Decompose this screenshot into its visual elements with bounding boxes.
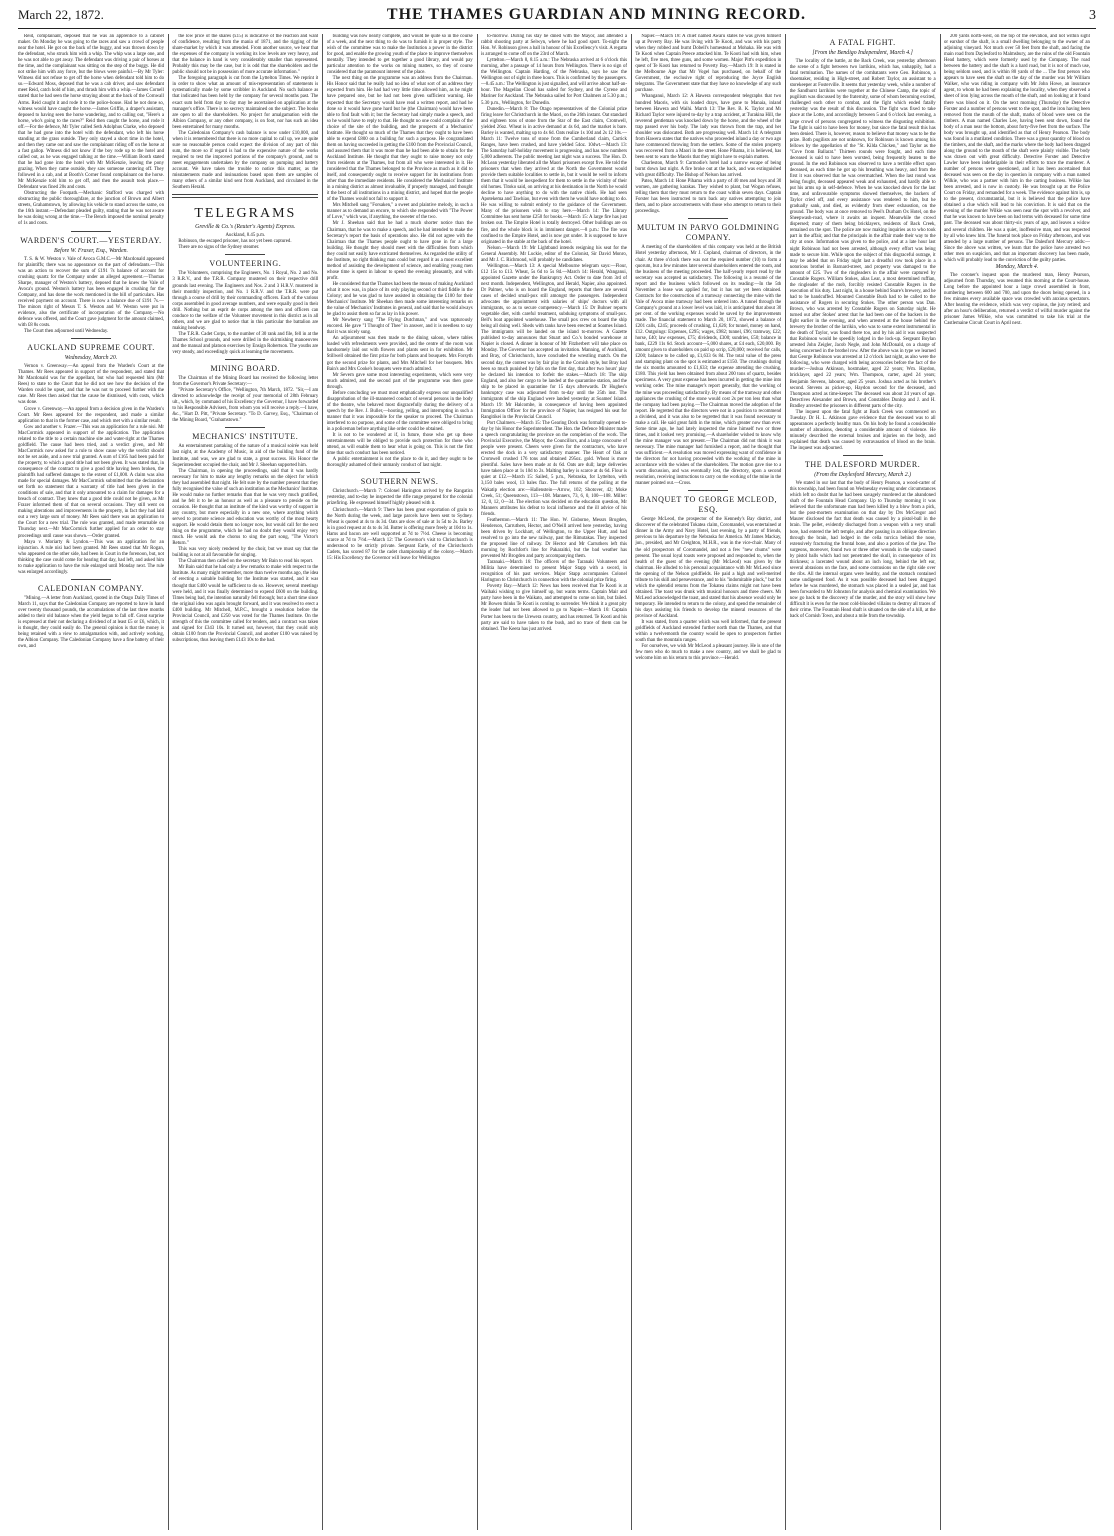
southern-news-featherston: Featherston.—March 11: The Hon. W. Gisborne, Messrs Brogden, Henderson, Carruthers, Hector, and O'Neill arrived here yesterday, having been driven by Lockhart, of Wellington, to the Upper Hutt, and had resolved to go into the new railway, past the Rimutakas. They inspected the proposed line of railway. Dr Hector and Mr Carruthers left this morning by Rochfort's line for Pakaraitki, but the bad weather has prevented Mr Brogden and party accompanying them. — [480, 517, 627, 560]
divider — [71, 579, 111, 580]
page-number: 3 — [1088, 8, 1096, 23]
southern-news-whanganui: Whanganui, March 12: A Hawera correspondent telegraphs that two hundred Maoris, with six loaded drays, have gone to Manaia, inland between Hawera and Waihi. March 13: The Rev. B. K. Taylor and Mr Richard Taylor were injured to-day by a trap accident, at Turakina Hill, the reverend gentleman was knocked down by the horse, and the wheel of the trap passed over his body. The lady was thrown from the trap, and her shoulder was dislocated. Both are progressing well. March 14: A telegram from Hawera states that the natives who proceeded inland a day or two ago have commenced throwing from the settlers. Some of the stolen property was recovered from a Maori in the street. Hone Pihama, it is believed, has been sent to warn the Maoris that they might have to explain matters. — [635, 94, 782, 160]
caledonian-article-start: "Mining.—A letter from Auckland, quoted in the Otago Daily Times of March 11, says that the Caledonian Company are reported to have in hand over twenty thousand pounds, the accumulations of the last three months added to their old balance when the yield began to fall off. Great surprise is expressed at their not declaring a dividend of at least £5 or £6, which, it is thought, they could easily do. The general opinion is that the money is being retained with a view to amalgamation with, and actively working, the Albion Company. The Caledonian Company have a fine battery of their own, and — [18, 595, 164, 650]
column-rule — [940, 34, 941, 1530]
southern-news-charleston: Charleston, March 9: Carmodie's hotel had a narrow escape of being burnt down last night. A fire broke out at the back, and was extinguished with great difficulty. The Bishop of Nelson has arrived. — [635, 160, 782, 179]
wardens-court-weston-case: T. S. & W. Weston v. Vale of Avoca G.M.C.—Mr Macdonald appeared for plaintiffs; there was no appearance on the part of defendants.—This was an action to recover the sum of £191 7s balance of account for crushing quartz for the Company under an alleged agreement.—Thomas Sharpe, manager of Weston's battery, deposed that he knew the Vale of Avoca's ground. Weston's battery has been engaged in crushing for the Company, and has done the work mentioned in the bill of particulars. Has received payment on account. There is now a balance due of £191 7s.—The minors right of Messrs T. S. Weston and W. Weston were put in evidence, also the certificate of incorporation of the Company.—No defence was offered, and the Court gave judgment for the amount claimed, with £8 8s costs. — [18, 256, 164, 329]
southern-news-napier: Napier.—March 18: A chief named Awaru states he was given himself up at Poverty Bay. He was living with Te Kooti, and was with his party when they robbed and burnt Dobell's homestead at Mohaka. He was with Te Kooti when Captain Preece attacked him. Te Kooti had with him, when he left, five men, three guns, and some women. Major Pitt's expedition in quest of Te Kooti has returned to Poverty Bay.—March 19: It is stated in the Melbourne Age that Mr Vogel has purchased, on behalf of the Government, the exclusive right of reproducing the Joyce English telegrams. The Government state that they have no knowledge of any such purchase. — [635, 34, 782, 94]
caledonian-article-quote-end: the low price of the shares (£15) is indicative of the reaction and want of confidence, resulting from the mania of 1871, and the rigging of the share-market by which it was attended. From another source, we hear that the expenses of the company in working its low levels are very heavy, and that the balance in hand is very considerably smaller than represented. Probably this may be the case, but it is odd that the shareholders and the public should not be in possession of more accurate information." — [172, 34, 319, 76]
heading-telegrams: TELEGRAMS — [194, 206, 297, 222]
divider — [225, 359, 265, 360]
mining-board-letter: "Private Secretary's Office, "Wellington, 7th March, 1872. "Sir,—I am directed to acknowledge the receipt of your memorial of 28th February ult., which, by command of his Excellency the Governor, I have forwarded to his Responsible Advisers, from whom you will receive a reply.—I have, &c., "Hart D. Pitt, "Private Secretary. "To D. Garvey, Esq., "Chairman of the Mining Board, "Grahamstown." — [172, 388, 319, 424]
southern-news-dunedin: Dunedin.—March 8: The Otago representatives of the Colonial prize firing leave for Christchurch in the Maori, on the 26th instant. Oat standard and eighteen tons of stone from the Star of the East claim, Cromwell, yielded 26oz. Wheat is in active demand at 4s 6d, and the market is bare. Barley is wanted, malting up to 4s 6d. Oats realize 1s 10d and 2s 12 10s.—March 11: Twelve tons of stone from the Cumberland claim, Carrick Ranges, have been crushed, and have yielded 54oz. 10dwt.—March 13: The Saturday half-holiday movement is progressing, and has now numbers 5,000 adherents. The public meeting last night was a success. The Hon. D. McLean yesterday liberated all the Maori prisoners except five. He told the prisoners that when they arrived at the North the Government would provide them suitable localities to settle in, but it would be well to inform them that it would be inexpedient for them to settle in the vicinity of their old homes. Titoko said, on arriving at his destination in the North he would decline to have anything to do with the native chiefs. He had seen Apotekema and Tawhiao, but even with them he would have nothing to do. He was willing to submit entirely to the guidance of the Government. Many of the prisoners wish to stay here.—March 14: The Library Committee has sent home £250 for books.—March 15: A large fire has just broken out. The Empire Hotel is totally destroyed. Other buildings are on fire, and the whole block is in imminent danger.—8 p.m.: The fire was confined to the Empire Hotel, and is now got under. It is supposed to have originated in the stable at the back of the hotel. — [480, 106, 627, 245]
supreme-court-vernon: Vernon v. Greenway.—An appeal from the Warden's Court at the Thames. Mr Rees appeared in support of the respondent, and stated that Mr Macdonald was for the appellant, but who had requested him (Mr Rees) to state to the Court that he did not see how the decision of the Warden could be upset, and that he was not to proceed further with the case. Mr Rees then asked that the cause be dismissed, with costs, which was done. — [18, 364, 164, 406]
supreme-court-gow: Gow and another v. Frazer.—This was an application for a rule nisi. Mr MacCormick appeared in support of the application. The application related to the title to a certain machine site and water-right at the Thames goldfield. The cause had been tried, and a verdict given, and Mr MacCormick now asked for a rule to show cause why the verdict should not be set aside, and a new trial granted. A sum of £165 had been paid for the property, to which a good title had not been given. It was stated that, in consequence of the contract to give a good title having been broken, the plaintiffs had suffered damages to the extent of £1,000. A claim was also made for special damages. Mr MacCormick submitted that the declaration set forth no statement that a warranty of title had been given in the conditions of sale, and that it only amounted to a claim for damages for a breach of contract. They knew that a good title could not be given, as Mr Frazer informed them of that on several occasions. They still went on making alterations and improvements in the property, in fact they had laid out a very large sum of money. Mr Rees said there was an application to the Court for a new trial. The rule was granted, and made returnable on Thursday next.—Mr MacCormick further applied for an order to stay proceedings until cause was shown.—Order granted. — [18, 424, 164, 539]
dalesford-murder-report: We stated in our last that the body of Henry Pearson, a wood-carter of this township, had been found on Wednesday evening under circumstances which left no doubt that he had been savagely murdered at the abandoned shaft of the Fountain Head Company. Up to Thursday morning it was believed that the unfortunate man had been killed by a blow from a pick, but the post-mortem examination on that day by Drs McGregor and Maurer disclosed the fact that death was caused by a pistol-ball in the brain. The pellet, evidently discharged from a weapon with a very small bore, had entered the left temple, and after passing in an oblique direction through the brain, had lodged in the cella turcica behind the nose, extensively fracturing the frontal bone, and also a portion of the jaw. The surgeons, moreover, found two or three other wounds in the scalp caused by pistol balls which had not penetrated the skull, in consequence of its thickness; a lacerated wound about an inch long, behind the left ear, several abrasions on the face, and some contusions on the right side over the ribs. All the internal organs were healthy, and the stomach contained some undigested food. As it was possible deceased had been drugged before he was murdered, the stomach was placed in a sealed jar, and has been forwarded to Mr Johnston for analysis and chemical examination. We now go back to the discovery of the murder, and the story will show how difficult it is even for the most cold-blooded villains to destroy all traces of their crime. The Fountain Head shaft is situated on the side of a hill, at the back of Cornish Town, and about a mile from the township. — [789, 481, 936, 620]
divider — [688, 490, 728, 491]
divider — [225, 427, 265, 428]
column-1 — [18, 34, 164, 1530]
column-rule — [168, 34, 169, 1530]
mechanics-institute-secretary: The Chairman then called on the secretary Mr Bain to read his report. — [178, 559, 314, 565]
mechanics-institute-newberry: Mr Newberry sang "The Flying Dutchman," and was rapturously encored. He gave "I Thought of Thee" in answer, and it is needless to say that it was nicely sung. — [326, 318, 473, 336]
heading-dalesford-murder: THE DALESFORD MURDER. — [804, 460, 921, 470]
column-3 — [327, 34, 473, 1530]
subheading-before-warden: Before W. Fraser, Esq., Warden. — [53, 247, 128, 254]
column-6 — [790, 34, 936, 1530]
southern-news-christchurch-1: Christchurch.—March 7: Colonel Harington arrived by the Rangatira yesterday, and to-day he inspected the rifle range prepared for the colonial prizefiring. He expressed himself highly pleased with it. — [326, 489, 473, 507]
mechanics-institute-sheehan: Mr J. Sheehan said that he had a much shorter notice than the Chairman, that he was to make a speech, and he had intended to make the Secretary's report the basis of operations also. He did not agree with the Chairman that the Thames people ought to have gone in for a large building. He thought they should meet with the difficulties from which they could not easily have extricated themselves. As regarded the utility of the Institute, no right thinking man could but regard it as a most excellent method of assisting the development of science, and enabling young men whose time is spent in labour to spend the evening pleasantly, and with profit. — [326, 221, 473, 281]
southern-news-poverty-bay: Poverty Bay.—March 12: News has been received that Te Kooti is at Waihaki wishing to give himself up, but wants terms. Captain Mair and party have been in the Waikato, and attempted to come on him, but failed. Mr Bowen thinks Te Kooti is coming to surrender. We think it a great pity the leader had not been allowed to go to Napier.—March 16: Captain Porter has been to the Urewera country, and has returned. Te Kooti and his party are said to have taken to the bush, and no trace of them can be obtained. The Keera has just arrived. — [480, 584, 627, 632]
dalesford-murder-inquest: The coroner's inquest upon the murdered man, Henry Pearson, adjourned from Thursday, was resumed this morning at the Court-house. Long before the appointed hour a large crowd assembled in front, numbering between 600 and 700, and upon the doors being opened, in a few minutes every available space was crowded with anxious spectators. After hearing the evidence, which was very copious, the jury retired; and after an hour's deliberation, returned a verdict of wilful murder against the prisoner James Wilkie, who was committed to take his trial at the Castlemaine Circuit Court in April next. — [943, 272, 1090, 327]
southern-news-patea: Patea, March 14: Hone Pihama with a party of 40 men and boys and 30 women, are gathering karakas. They wished to plant, but Wogan refuses, telling them that they must return to the coast within seven days. Captain Forster has been instructed to turn back any natives attempting to join them, and to place accoutrements with those who attempt to return to their proceedings. — [635, 179, 782, 215]
banquet-mcleod-farewell: For ourselves, we wish Mr McLeod a pleasant journey. He is one of the few men who do much to make a new country, and we shall be glad to welcome him on his return to this province.—Herald. — [635, 644, 782, 662]
masthead — [18, 6, 1096, 29]
heading-volunteering: VOLUNTEERING. — [209, 259, 282, 269]
mechanics-institute-conduct: Before concluding we must most emphatically express our unqualified disapprobation of the ill-mannered conduct of several persons in the body of the theatre, who behaved most disgracefully during the delivery of a speech by the Rev. J. Buller,—hooting, yelling, and interrupting in such a manner that it was impossible for the speaker to proceed. The Chairman interfered to no purpose, and some of the committee were obliged to bring in a policeman before anything like order could be obtained. — [326, 390, 473, 433]
divider — [380, 472, 420, 473]
subheading-supreme-court-date: Wednesday, March 20. — [64, 355, 118, 362]
mechanics-institute-mrs-mitchell: Mrs Mitchell sang "Forsaken," a sweet and plaintive melody, in such a manner as to demand an encore, to which she responded with "The Power of Love," which was, if anything, the sweeter of the two. — [326, 203, 473, 221]
heading-caledonian-company: CALEDONIAN COMPANY. — [37, 583, 145, 593]
column-rule — [322, 34, 323, 1530]
telegram-sydney-steamer: There are no signs of the Sydney steamer. — [178, 245, 260, 251]
heading-mining-board: MINING BOARD. — [210, 364, 281, 374]
dalesford-murder-continued: 200 yards north-west, on the top of the elevation, and not within sight or earshot of the shaft, is a small dwelling belonging to the owner of an adjoining vineyard. Not much over 50 feet from the shaft, and facing the main road from Daylesford to Malmsbury, are the ruins of the old Fountain Head battery, which were formerly used by the Company. The road between the battery and the shaft is a hard road, but it is not of much use, being seldom used, and is within 80 yards of the ... The first person who appears to have seen the shaft on the day of the murder was Mr William Walker, who was riding in company with Mr John Howe, an insurance agent, to whom he had been explaining the locality, when they observed a sheet of iron lying across the mouth of the shaft, and on looking at it found there was blood on it. On the next morning (Thursday) the Detective Forster and a number of persons went to the spot, and the iron having been removed from the mouth of the shaft, marks of blood were seen on the timbers. A man named Charles Lee, having been sent down, found the body of a man near the bottom, about forty-five feet from the surface. The body was brought up, and identified as that of Henry Pearson. The body was found in a mutilated condition. There was a great quantity of blood on the timbers, and the shaft, and the marks where the body had been dragged along the ground to the mouth of the shaft were plainly visible. The body was drawn out with great difficulty. Detective Forster and Detective Lawler have been indefatigable in their efforts to trace the murderer. A number of persons were questioned, and it has been ascertained that deceased was seen on the day in question in company with a man named Wilkie, who was a partner with him in the carting business. Wilkie has been arrested, and is now in custody. He was brought up at the Police Court on Friday, and remanded for a week. The evidence against him is, up to the present, circumstantial, but it is believed that the police have obtained a clue which will lead to his conviction. It is said that on the evening of the murder Wilkie was seen near the spot with a revolver, and that he was known to have been on bad terms with deceased for some time past. The deceased was about thirty-six years of age, and leaves a widow and several children. He was a quiet, inoffensive man, and was respected by all who knew him. The funeral took place on Friday afternoon, and was attended by a large number of persons. The Dalesford Mercury adds:—Since the above was written, we learn that the police have arrested two other men on suspicion, and that an important discovery has been made, which will probably lead to the conviction of the guilty parties. — [943, 34, 1090, 263]
column-rule — [477, 34, 478, 1530]
mechanics-institute-sheehan-2: He considered that the Thames had been the means of making Auckland what it now was, in place of its only playing second or third fiddle in the Colony; and he was glad to have assisted in obtaining the £100 for their Mechanics' Institute. Mr Sheehan then made some interesting remarks on the value of Mechanics' Institutes in general, and said that he would always be glad to assist them so far as lay in his power. — [326, 281, 473, 318]
court-report-obstructing: Obstructing the Footpath.—Mechanic Stafford was charged with obstructing the public thoroughfare, at the junction of Brown and Albert streets, Grahamstown, by allowing his vehicle to stand across the same, on the 16th instant.—Defendant pleaded guilty, stating that he was not aware he was doing wrong at the time.—The Bench imposed the nominal penalty of 1s and costs. — [18, 191, 164, 227]
mechanics-institute-choir: This was very nicely rendered by the choir, but we must say that the building is not at all favourable for singing. — [172, 547, 319, 559]
caledonian-article-reply: The foregoing paragraph is cut from the Lyttelton Times. We reprint it in order to show what an amount of mis-representation of statements is systematically made by some scribbler in Auckland. No such balance as that indicated has been held by the company for several months past. The exact sum held from day to day may be ascertained on application at the manager's office. There is no secrecy maintained on the subject. The books are open to all the shareholders. No project for amalgamation with the Albion Company, or any other company, is on foot, nor has such an idea been entertained for many months. — [172, 76, 319, 130]
divider — [71, 231, 111, 232]
double-rule — [172, 194, 318, 198]
divider — [225, 254, 265, 255]
divider — [71, 338, 111, 339]
heading-wardens-court: WARDEN'S COURT.—YESTERDAY. — [20, 235, 162, 245]
southern-news-lyttelton: Lyttelton.—March 8, 8.15 a.m.: The Nebraska arrived at 6 o'clock this morning, after a passage of 14 hours from Wellington. There is no sign of the Wellington. Captain Harding, of the Nebraska, says he saw the Wellington out of sight in three hours. This is confirmed by the passengers.—8.45 a.m.: The Wellington is just signalled, and will arrive about half-an-hour. The Magellan Cloud has sailed for Sydney, and the Cyrene and Mariner for Auckland. The Nebraska sailed for Port Chalmers at 5.30 p.m.; 5.30 p.m., Wellington, for Dunedin. — [480, 58, 627, 106]
southern-news-port-chalmers: Port Chalmers.—March 15: The Gearing Dock was formally opened to-day by his Honor the Superintendent. The Hon. the Defence Minister made a speech congratulating the province on the completion of the work. The Provincial Executive, the Mayor, the Councillors, and a large concourse of people were present. Cheers were given for the contractors, who have erected the dock in a very satisfactory manner. The Heart of Oak at Cromwell crushed 176 tons and obtained 295oz. gold. Wheat is more plentiful. Sales have been made at 4s 6d. Oats are dull; large deliveries have taken place at 1s 10d to 2s. Malting barley is scarce at 4s 6d. Flour is quiet at £12.—March 15: Sailed, 5 p.m., Nebraska, for Lyttelton, with 3,150 bales wool, 13 bales flax. The full returns of the polling at the Wakatip election are:—Hallenstein—Arrow, 102; Shotover, 42; Moke Creek, 51; Queenstown, 113—108. Manners, 73, 6, 0, 100—108. Miller: 12, 0, 12, 0—34. The election was decided on the education question, Mr Manners attributes his defeat to local influence and the ill advice of his friends. — [480, 421, 627, 517]
fatal-fight-report: The locality of the battle, at the Back Creek, was yesterday afternoon the scene of a fight between two larrikins, which has, unhappily, had a fatal termination. The names of the combatants were Geo. Robinson, a shoemaker, residing in High-street, and Robert Taylor, an assistant to a storekeeper at Fosterville. It seems that yesterday week, while a number of the Sandhurst larrikins were together at the Chinese Camp, the topic of pugilism was discussed by the fraternity, some of whom becoming excited, challenged each other to combat, and the fight which ended fatally yesterday was the result of this discussion. The fight was fixed to take place at the Lotte, and accordingly between 5 and 6 o'clock last evening, a large crowd of persons congregated to witness the disgusting exhibition. The fight is said to have been for money, but since the fatal result this has been denied. There is, however, reason to believe that money was to be the prize. Both pugilists are not unknown, for Robinson is known among his fellows by the appellation of the "St. Kilda Chicken," and Taylor as the "Cove from Ballarat." Thirteen rounds were fought, and each time deceased is said to have been worsted, being frequently beaten to the ground. In the end Robinson was observed to have a terrible effect upon deceased, as each time he got up his breathing was heavy, and from the first it was observed that he was overmatched. When the last round was being fought, deceased appeared weak and exhausted, and hardly able to put his arms up in self-defence. When he was knocked down for the last time, and unfavourable symptoms showed themselves, the backers of Taylor cried off, and every assistance was rendered to him, but he gradually sank, and died, as evidently from sheer exhaustion, on the ground. The body was at once removed to Peel's Durham Ox Hotel, on the Sheepwash-road, where it awaits an inquest. Meanwhile the crowd dispersed; many of them being bricklayers, residents of Back Creek, remained on the spot. The police are now making inquiries as to who took part in the affair, and that the principals in the affair made their way to the city at once. Information was given to the police, and at a late hour last night Robinson had not been arrested, although every effort was being made to secure him. While upon the subject of this disgraceful outrage, it may be added that on Friday night last a dreadful row took place in a notorious brothel in Barnard-street, and property was damaged to the amount of £25. Two of the ringleaders in the affair were captured by Constable Rogers. William Stokes, alias Lear, a most determined ruffian, the ringleader of the mob, forcibly resisted Constable Rogers in the execution of his duty. Last night, in a house behind Snare's brewery, and he had to be handcuffed. Mounted Constable Bush had to be called to the assistance of Rogers in securing Stokes. The other person was Dan. Brown, who was arrested by Constable Rogers on Saturday night. He turned out after Stokes' arrest that he had been one of the backers in the fight earlier in the evening, and when arrested at the house behind the brewery the brother of the larrikin, who was to some extent instrumental in the death of Taylor, was found there too, and by his aid it was suspected that Robinson would be speedily lodged in the lock-up. Sergeant Boylan arrested John Zeigler, Jacob Negle, and John McDonald, on a charge of being concerned in the brothel row. After the above was in type we learned that George Robinson was arrested at 12 o'clock last night, as also were the following, who were charged with being accessories before the fact of the murder:—Joshua Atkinson, hostmaker, aged 22 years; Wm. Haydon, bricklayer, aged 22 years; Wm. Thompson, carter, aged 24 years; Benjamin Stevens, labourer, aged 25 years. Joshua acted as his brother's second. Stevens as picker-up, Haydon second for the deceased, and Thompson acted as time-keeper. The deceased was about 24 years of age. Detectives Alexander and Brown, and Constables Dunlop and J. and H. Bradley arrested the prisoners in different parts of the city. — [789, 59, 936, 409]
issue-date: March 22, 1872. — [18, 7, 104, 22]
wardens-court-adjourned: The Court then adjourned until Wednesday. — [24, 329, 109, 335]
heading-banquet-mcleod: BANQUET TO GEORGE MCLEOD, ESQ. — [639, 495, 778, 515]
mechanics-institute-building: building was now nearly complete, and would be quite so in the course of a week, and the next thing to do was to furnish it in proper style. The wish of the committee was to make the Institution a power in the district for good, and enable the growing youth of the place to improve themselves mentally. They intended to get together a good library, and would pay particular attention to the works on mining matters, so they of course considered that the paramount interest of the place. — [326, 34, 473, 76]
mechanics-institute-experiments: Mr Severn gave some most interesting experiments, which were very much admired, and the second part of the programme was then gone through. — [326, 372, 473, 390]
heading-southern-news: SOUTHERN NEWS. — [360, 477, 439, 487]
fatal-fight-inquest: The inquest upon the fatal fight at Back Creek was commenced on Tuesday. Dr H. L. Atkinson gave evidence that the deceased was to all appearances a perfectly healthy man. On his body he found a considerable number of abrasions, denoting a considerable amount of violence. He minutely described the external bruises and injuries on the body, and explained that death was caused by extravasation of blood on the brain. The inquest was adjourned. — [789, 409, 936, 452]
column-rule — [785, 34, 786, 1530]
subheading-monday-march-4: Monday, March 4. — [995, 263, 1039, 270]
mechanics-institute-refreshments: An adjournment was then made to the dining saloon, where tables loaded with refreshments were provided, and the centre of the room was handsomely laid out with flowers and plants sent in for exhibition. Mr Stillwell obtained the first prize for both plants and bouquets. Mrs Forsyth got the second prize for plants, and Mrs Mitchell for her bouquets. Mrs Bain's and Mrs Cooke's bouquets were much admired. — [326, 336, 473, 372]
court-report-reid: Reid, complainant, deposed that he was an apprentice to a cabinet maker. On Monday he was going to the races and saw a crowd of people near the hotel. He got on the back of the buggy, and was thrown down by the defendant, who struck him with a whip. The whip was a large one, and he was not able to get away. The defendant was driving a pair of horses at the time, and the complainant was sitting on the step of the buggy. He did not strike him with any force, but the blows were painful.—By Mr Tyler: Witness did not refuse to get off the horse when defendant told him to do so.—Edward Moss, deposed that he was a cab driver, and saw defendant meet Reid, catch hold of him, and thrash him with a whip.—James Cornell stated that he had seen the horse straying about at the back of the Cornwall Arms. Reid caught it and rode it to the police-house. Had he not done so, witness would have caught the horse.—James Griffin, a draper's assistant, deposed to having seen the horse wandering, and to calling out, "Here's a horse, who's going to the races?" Reid then caught the horse, and rode it off.—For the defence, Mr Tyler called Seth Adolphus Clarke, who deposed that he had gone into the hotel with the defendant, who left his horse standing at the grass outside. They only stayed a short time in the hotel, and then they came out and saw the complainant riding off on the horse at a fast gallop. Witness did not know if the boy rode up to the hotel and called out, as he was engaged talking at the time.—William Booth stated that he had gone into the hotel with Mr McKenzie, leaving the pony grazing. When they came outside, they saw someone cantering off. They followed in a cab, and at Booth's Corner found complainant on the horse. Mr McKenzie told him to get off, and then the assault took place.—Defendant was fined 20s and costs. — [18, 34, 164, 191]
column-rule — [631, 34, 632, 1530]
mechanics-institute-address: The next thing on the programme was an address from the Chairman. His Honor said that he really had no idea of what sort of an address they expected from him. He had had very little time allowed him, as he might have prepared one, but he had not been given sufficient warning. He expected that the Secretary would have read a written report, and had he done so it would have gone hard but he (the Chairman) would have been able to find fault with it; but the Secretary had simply made a speech, and so he would have to reply to that. He thought no one could complain of the choice of the site of the building, and the prospects of a Mechanics' Institute. He thought so much of the Thames that they ought to have been able to expend £800 on a building for such a purpose. He congratulated them on having succeeded in getting the £100 from the Provincial Council, and assured them that it was more than he had been able to obtain for the Auckland Institute. He thought that they ought to raise money not only from residents at the Thames, but from all who were interested in it. He considered that the Thames belonged to the Province as much as it did to itself, and consequently ought to receive support for its institutions from other than the immediate residents. He considered the Mechanics' Institute in a mining district as almost invaluable, if properly managed, and thought it the best of all institutions in a mining district, and hoped that the people of the Thames would not fail to support it. — [326, 76, 473, 203]
multum-in-parvo-meeting: A meeting of the shareholders of this company was held at the British Hotel yesterday afternoon, Mr J. Copland, chairman of directors, in the chair. At three o'clock there was not the required number (10) to form a quorum, but a few minutes later several shareholders entered the room, and the business of the meeting proceeded. The half-yearly report read by the secretary was accepted as satisfactory. The following is a resumé of the report and the business which followed on its reading:—In the 5th November a lease was applied for, but it has not yet been obtained. Contracts for the construction of a tramway connecting the mine with the Vale of Avoca mine tramway had been ordered into. A tunnel through the Company's ground at a lower level was laid, it is anticipated that about 30 per cent. of the working expenses would be saved by the improvements made. The financial statement to March 20, 1872, showed a balance of £201 calls, £245; proceeds of crushing, £1,626; for tunnel, money on hand, £12. Outgoings: Expenses, £295; wages, £982; tunnel, £96; tramway, £22; horse, £40; law expenses, £75; dividends, £300; sundries, £50; balance in bank, £229 11s 6d. Stock account—5,000 shares, at £4 each, £20,000. By amount given to shareholders on paid up scrip, £20,000; received for calls, £200; balance to be called up, £1,633 6s 8d. The total value of the press and stamping plant on the spot is estimated at £150. The crushings during the six months amounted to £1,633; the expense attending the crushing, £180. This yield has been obtained from about 200 tons of quartz, besides specimens. A very great expense has been incurred in getting the mine into working order. The mine manager's report generally, that the working of the mine was proceeding satisfactorily. By means of the tramway and other appliances the crushing of the stone would cost 2s per ton less than what the company had been paying.—The Chairman moved the adoption of the report. He regretted that the directors were not in a position to recommend a dividend, and it was also to be regretted that it was found necessary to make a call. He said great faith in the mine, which greater now than ever. Some time ago, he had lately inspected the mine himself two or three times, and it looked very promising.—A shareholder wished to know why the mine manager was not present.—The Chairman did not think it was necessary. The mine manager had furnished a report, and he thought that was sufficient.—A resolution was moved expressing want of confidence in the directors for not having proceeded with the working of the mine in accordance with the wishes of the shareholders. The motion gave rise to a warm discussion, and was eventually lost, the directory, upon a second resolution, receiving instructions to carry on the working of the mine in the manner pointed out.—Cross. — [635, 245, 782, 487]
southern-news-nelson: Nelson.—March 19: Mr Lightband intends resigning his seat for the General Assembly. Mr Luckie, editor of the Colonist, Sir David Monro, and Mr J. C. Richmond, will probably be candidates. — [480, 245, 627, 263]
mechanics-institute-bain-report: Mr Bain said that he had only a few remarks to make with respect to the Institute. As many might remember, more than twelve months ago, the idea of erecting a suitable building for the Institute was started, and it was thought that £400 would be sufficient to do so. However, several meetings were held, and it was finally determined to expend £600 on the building. Times being bad, the intention naturally fell through; but a short time since the original idea was again brought forward, and it was resolved to erect a £400 building. Mr Mitchell, M.P.C., brought a resolution before the Provincial Council, and £250 was voted for the Thames Institute. On the strength of this the committee called for tenders, and a contract was taken and signed for £343 10s. It turned out, however, that they could only obtain £100 from the Provincial Council, and another £100 was raised by subscriptions, thus leaving them £143 10s to the bad. — [172, 565, 319, 643]
column-7 — [944, 34, 1090, 1530]
mechanics-institute-intro: An entertainment partaking of the nature of a musical soirée was held last night, at the Academy of Music, in aid of the building fund of the Institute, and was, we are glad to state, a great success. His Honor the Superintendent occupied the chair, and Mr J. Sheehan supported him. — [172, 444, 319, 468]
column-4 — [481, 34, 627, 1530]
southern-news-governor: to-morrow. During his stay he dined with the Mayor, and attended a rabbit shooting party at Selwyn, where he had good sport. To-night the Hon. W. Robinson gives a ball in honour of his Excellency's visit. A regatta is arranged to come off on the 23rd of March. — [480, 34, 627, 58]
mining-board-intro: The Chairman of the Mining Board has received the following letter from the Governor's Private Secretary:— — [172, 376, 319, 388]
mechanics-institute-chairman: The Chairman, in opening the proceedings, said that it was hardly necessary for him to make any lengthy remarks on the object for which they had assembled that night. He felt sure by the number present that they fully recognised the value of such an institution as the Mechanics' Institute. He would make no further remarks than that he was very much gratified, and he felt it to be an honour as well as a pleasure to preside on the occasion. He thought that an institute of the kind was worthy of support in any country, but more especially in a new one, where anything which served to promote science and education was worthy of the most hearty support. He would detain them no longer now, but would call for the next thing on the programme, which he had no doubt they would enjoy very much. He would ask the chorus to sing the part song, "The Victor's Return." — [172, 468, 319, 547]
heading-fatal-fight: A FATAL FIGHT. — [829, 38, 896, 47]
southern-news-wellington: Wellington.—March 13: A special Melbourne telegram says:—Flour, £12 15s to £13. Wheat, 5s 6d to 5s 8d.—March 14: Herald, Wanganui, appointed Gazette under the Bankruptcy Act. Order to date from 3rd of next month. Independent, Wellington, and Herald, Napier, also appointed. Dr Palmer, who is on board the England, reports that there are several cases of decided small-pox still amongst the passengers. Independent advocates the appointment with salaries of ships' doctors with all immigrants, so as to secure competency.—March 15: Dr Buhner reports vegetable diet, with careful treatment, subduing symptoms of small-pox. Bell's boat appointed warehouse. The small pox crew on board the ship being all doing well. Sheds with tanks have been erected at Soames Island. The immigrants will be landed on the island to-morrow. A Gazette published to-day announces that Stuart and Co.'s bonded warehouse at Napier is closed. A dinner in honour of Mr Fitzherbert will take place on Monday. The Governor has accepted an invitation. Manning, of Auckland, and Bray, of Christchurch, have concluded the wrestling match. On the second day, the contest was by fair play in the Cornish style, but Bray had been so much punished by falls on the first day, that after two hours' play he declared his intention to forfeit the stakes.—March 18: The ship England, and also her cargo to be landed at the quarantine station, and the ship to be placed in quarantine for 15 days afterwards. Dr Hughes's bankruptcy case was adjourned from to-day until the 25th inst. The immigrants of the ship England were landed yesterday at Soames' Island. March 19: Mr Halcombe, in consequence of having been appointed Immigration Officer for the province of Napier, has resigned his seat for Rangitikei in the Provincial Council. — [480, 263, 627, 420]
subheading-bendigo-source: [From the Bendigo Independent, March 4.] — [812, 50, 913, 56]
column-2 — [172, 34, 318, 1530]
caledonian-article-balance: The Caledonian Company's cash balance is now under £10,000, and when it is remembered that there is no more capital to call up, we are quite sure no reasonable person could expect the division of any part of this sum, the more so if regard is had to the expensive nature of the works required to test the improved portions of the company's ground, and to meet engagements undertaken by the company on pumping and battery account. We have taken the trouble to notice this matter, as the misstatements made and insinuations based upon them are samples of many others of a similar kind sent from Auckland, and circulated in the Southern Herald. — [172, 130, 319, 191]
volunteering-cadets: The T.R.R. Cadet Corps, to the number of 30 rank and file, fell in at the Thames School grounds, and were drilled in the skirmishing manoeuvres and the manual and platoon exercises by Ensign Robertson. The youths are very steady, and exceedingly quick at learning the movements. — [172, 331, 319, 356]
mechanics-institute-conduct-2: It is not to be wondered at if, in future, those who get up these entertainments will be obliged to provide such protection for those who attend, as will enable them to hear what is going on. This is not the first time that such conduct has been noticed. — [326, 433, 473, 457]
subheading-telegram-agent: Greville & Co.'s (Reuter's Agents) Express. — [195, 224, 296, 231]
mechanics-institute-conduct-3: A public entertainment is not the place to do it, and they ought to be thoroughly ashamed of their unmanly conduct of last night. — [326, 457, 473, 469]
heading-mechanics-institute: MECHANICS' INSTITUTE. — [192, 432, 299, 442]
banquet-mcleod-goldfields: It was stated, from a quarter which was well informed, that the present goldfields of Auckland extended further north than the Thames, and that within a twelvemonth the country would be open to prospectors further south than the mountain ranges. — [635, 620, 782, 644]
supreme-court-grove: Grove v. Greenway.—An appeal from a decision given in the Warden's Court. Mr Rees appeared for the respondent, and made a similar application to that in the former case, and which met with a similar result. — [18, 406, 164, 424]
heading-multum-in-parvo: MULTUM IN PARVO GOLDMINING COMPANY. — [637, 223, 780, 243]
divider — [843, 455, 883, 456]
southern-news-christchurch-2: Christchurch.—March 9: There has been great exportation of grain to the North during the week, and large parcels have been sent to Sydney. Wheat is quoted at 4s to 4s 3d. Oats are slow of sale at 1s 5d to 2s. Barley is in good request at 4s to 4s 3d. Butter is offering more freely at 10d to 1s. Hams and bacon are well supported at 7d to 7½d. Cheese is becoming scarce at 7d to 7½d.—March 12: The Governor's visit to Christchurch is understood to be strictly private. Sergeant Earle, of the Christchurch Cadets, has scored 87 for the cadet championship of the colony.—March 15: His Excellency the Governor will leave for Wellington — [326, 507, 473, 561]
newspaper-title: THE THAMES GUARDIAN AND MINING RECORD. — [386, 6, 806, 23]
supreme-court-maya: Maya v. Moriarty & Lyndon.—This was an application for an injunction. A rule nisi had been granted. Mr Rees stated that Mr Rogan, who appeared on the other side, had been in Court in the forenoon, but, not thinking the case could come for hearing that day, had left, and asked him to make application to have the rule enlarged until Monday next. The rule was enlarged accordingly. — [18, 539, 164, 575]
heading-supreme-court: AUCKLAND SUPREME COURT. — [27, 343, 155, 353]
telegram-dateline: Auckland, 8.45 p.m. — [225, 233, 266, 239]
divider — [688, 218, 728, 219]
banquet-mcleod-report: George McLeod, the prospector of the Kennedy's Bay district, and discoverer of the celebrated Tokatea claim, Coromandel, was entertained at dinner in the Army and Navy Hotel, last evening, by a party of friends, previous to his departure by the Nebraska for America. Mr James Mackay, jun., presided, and Mr Creighton, M.H.R., was in the vice-chair. Many of the old prospectors of Coromandel, and not a few "new chums" were present. The usual loyal toasts were proposed and responded to, when the health of the guest of the evening (Mr McLeod) was given by the chairman. He alluded to his personal acquaintance with Mr McLeod since the opening of the Nelson goldfields. He paid a high and well-merited tribute to his skill and perseverance, and to his "indomitable pluck," but for which the splendid returns from the Tokatea claims might not have been obtained. The toast was drunk with musical honours and three cheers. Mr McLeod acknowledged the toast, and stated that his absence would only be temporary. He intended to return to the colony, and spend the remainder of his days assisting his friends to develop the mineral resources of the province of Auckland. — [635, 517, 782, 620]
southern-news-taranaki: Taranaki.—March 16: The officers of the Taranaki Volunteers and Militia have determined to present Major Stapp with a sword, in recognition of his past services. Major Stapp accompanies Colonel Harington to Christchurch in connection with the colonial prize firing. — [480, 560, 627, 584]
subheading-daylesford-source: (From the Daylesford Mercury, March 2.) — [814, 472, 912, 479]
column-5 — [635, 34, 781, 1530]
telegram-robinson: Robinson, the escaped prisoner, has not yet been captured. — [178, 239, 292, 245]
volunteering-muster: The Volunteers, comprising the Engineers, No. 1 Royal, No. 2 and No. 3 R.R.V., and the T.R.R. Company mustered on their respective drill grounds last evening. The Engineers and Nos. 2 and 3 H.R.V. mustered in their monthly inspection, and No. 1 R.R.V. and the T.R.R. were put through a course of drill by their commanding officers. Each of the various corps assembled in good average numbers, and were equally good in their drill. Nothing but an esprit de corps among the men and officers can conduce to the welfare of the Volunteer movement in this district as in all others, and we are glad to notice that in this particular the battalion are making headway. — [172, 271, 319, 331]
article-columns — [18, 34, 1096, 1530]
